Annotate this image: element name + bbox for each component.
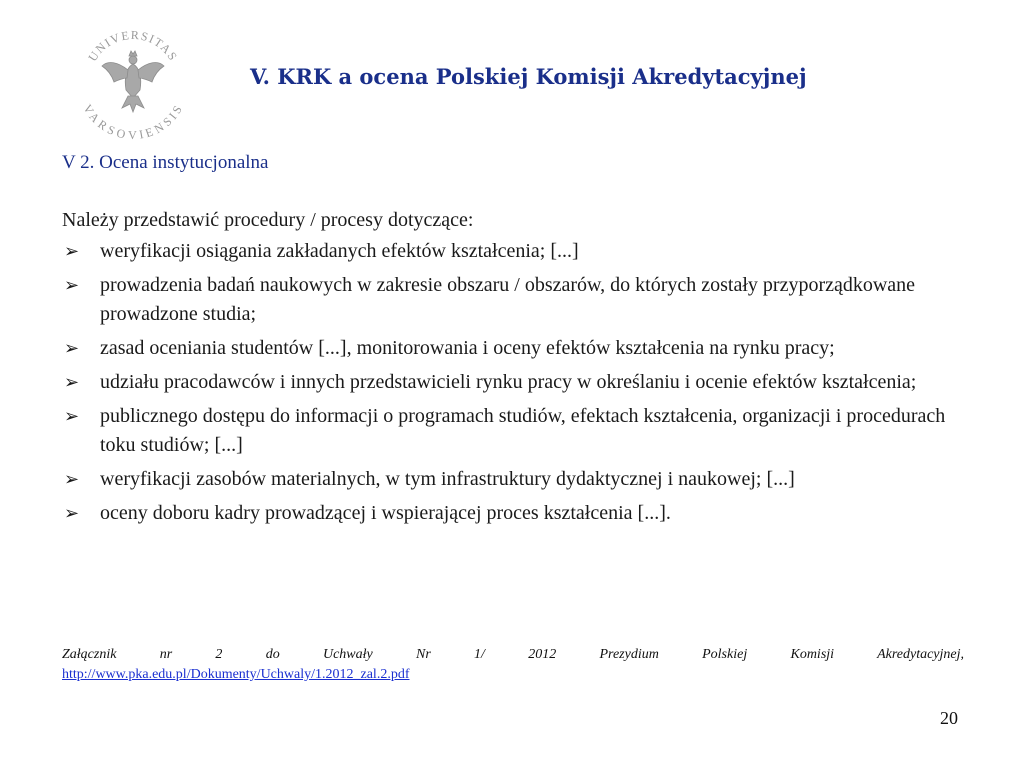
section-subtitle: V 2. Ocena instytucjonalna	[62, 152, 269, 173]
list-item	[62, 499, 962, 528]
list-item-text: publicznego dostępu do informacji o programach studiów, efektach kształcenia, organizacji i procedurach toku studiów; [...]	[100, 405, 946, 456]
list-item	[62, 465, 962, 494]
list-item	[62, 334, 962, 363]
list-item-text: weryfikacji zasobów materialnych, w tym infrastruktury dydaktycznej i naukowej; [...]	[100, 468, 795, 490]
footnote	[62, 645, 964, 685]
university-of-warsaw-seal-icon	[78, 20, 188, 140]
arrow-bullet-icon: ➢	[64, 372, 80, 392]
list-item-text: udziału pracodawców i innych przedstawicieli rynku pracy w określaniu i ocenie efektów kształcenia;	[100, 371, 917, 393]
bullet-list	[62, 237, 962, 528]
list-item	[62, 402, 962, 460]
list-item-text: oceny doboru kadry prowadzącej i wspierającej proces kształcenia [...].	[100, 502, 671, 524]
arrow-bullet-icon: ➢	[64, 275, 80, 295]
arrow-bullet-icon: ➢	[64, 241, 80, 261]
page-title: V. KRK a ocena Polskiej Komisji Akredytacyjnej	[250, 64, 807, 89]
arrow-bullet-icon: ➢	[64, 469, 80, 489]
logo-text-top: UNIVERSITAS	[85, 27, 181, 64]
arrow-bullet-icon: ➢	[64, 503, 80, 523]
list-item-text: prowadzenia badań naukowych w zakresie obszaru / obszarów, do których zostały przyporządkowane prowadzone studia;	[100, 274, 916, 325]
list-item-text: weryfikacji osiągania zakładanych efektów kształcenia; [...]	[100, 240, 579, 262]
logo-text-bottom: VARSOVIENSIS	[80, 101, 186, 140]
list-item-text: zasad oceniania studentów [...], monitorowania i oceny efektów kształcenia na rynku pracy;	[100, 337, 835, 359]
list-item	[62, 237, 962, 266]
intro-text: Należy przedstawić procedury / procesy dotyczące:	[62, 209, 474, 231]
list-item	[62, 368, 962, 397]
arrow-bullet-icon: ➢	[64, 338, 80, 358]
page-number: 20	[940, 708, 958, 728]
footnote-link[interactable]: http://www.pka.edu.pl/Dokumenty/Uchwaly/1.2012_zal.2.pdf	[62, 667, 410, 682]
list-item	[62, 271, 962, 329]
footnote-reference: Załącznik nr 2 do Uchwały Nr 1/ 2012 Prezydium Polskiej Komisji Akredytacyjnej,	[62, 647, 964, 662]
main-content	[62, 206, 962, 533]
university-logo	[78, 20, 188, 140]
arrow-bullet-icon: ➢	[64, 406, 80, 426]
